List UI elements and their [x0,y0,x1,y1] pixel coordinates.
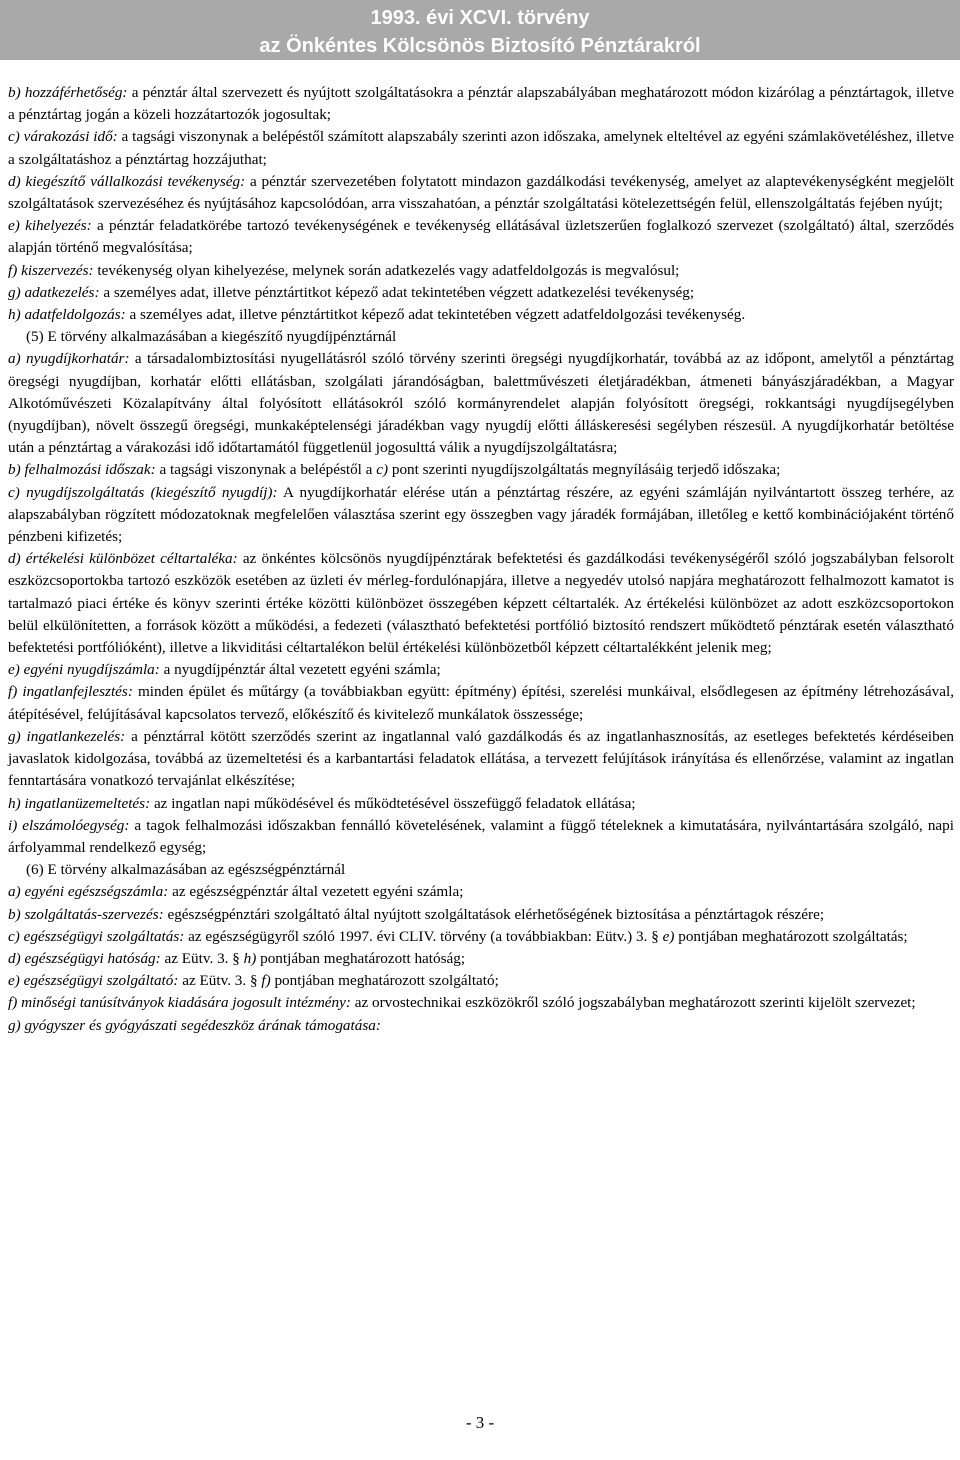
paragraph [8,326,954,348]
paragraph [8,171,954,215]
paragraph [8,859,954,881]
paragraph-term: h) adatfeldolgozás: [8,306,126,324]
paragraph-term: f) kiszervezés: [8,261,94,279]
paragraph-term: g) adatkezelés: [8,283,100,301]
paragraph [8,793,954,815]
paragraph [8,482,954,549]
paragraph-term: e) [662,927,675,945]
paragraph-term: c) egészségügyi szolgáltatás: [8,927,185,945]
paragraph-term: a) egyéni egészségszámla: [8,883,169,901]
paragraph-term: c) várakozási idő: [8,128,118,146]
paragraph-text: tevékenység olyan kihelyezése, melynek során adatkezelés vagy adatfeldolgozás is megvalósul; [93,261,680,279]
paragraph-term: b) hozzáférhetőség: [8,84,128,101]
header-title-line2: az Önkéntes Kölcsönös Biztosító Pénztárakról [259,35,701,57]
paragraph-text: a nyugdíjpénztár által vezetett egyéni számla; [159,661,441,679]
paragraph [8,904,954,926]
paragraph-text: egészségpénztári szolgáltató által nyújtott szolgáltatások elérhetőségének biztosítása a pénztártagok részére; [163,905,825,923]
paragraph [8,304,954,326]
paragraph [8,260,954,282]
paragraph [8,726,954,793]
paragraph-text: az Eütv. 3. § [160,949,244,967]
header-title-line1: 1993. évi XCVI. törvény [370,7,590,29]
paragraph [8,215,954,259]
paragraph [8,348,954,459]
paragraph-term: g) gyógyszer és gyógyászati segédeszköz árának támogatása: [8,1016,381,1034]
paragraph-term: e) egyéni nyugdíjszámla: [8,661,160,679]
paragraph-text: pontjában meghatározott szolgáltató; [270,972,499,990]
paragraph-term: d) értékelési különbözet céltartaléka: [8,550,238,568]
paragraph-text: a tagsági viszonynak a belépéstől a [155,461,377,479]
paragraph [8,1015,954,1037]
paragraph-text: a pénztár feladatkörébe tartozó tevékenységének e tevékenység ellátásával üzletszerűen foglalkozó szervezet (szolgáltató) által, szerződés alapján történő megvalósítása; [8,217,954,257]
paragraph [8,681,954,725]
paragraph [8,992,954,1014]
paragraph-text: az ingatlan napi működésével és működtetésével összefüggő feladatok ellátása; [150,794,636,812]
paragraph-term: f) [261,972,271,990]
paragraph-text: a társadalombiztosítási nyugellátásról szóló törvény szerinti öregségi nyugdíjkorhatár, továbbá az az időpont, amelytől a pénztártag öregségi nyugdíjban, korhatár előtti ellátásban, szolgálati járandóságban, balettművészeti életjáradékban, átmeneti bányászjáradékban, a Magyar Alkotóművészeti Közalapítvány által folyósított ellátásokról szóló kormányrendelet alapján folyósított öregségi, rokkantsági nyugdíjsegélyben (nyugdíjban), növelt összegű öregségi, munkaképtelenségi járadékban vagy nyugdíj előtti álláskeresési segélyben részesül. A nyugdíjkorhatár betöltése után a pénztártag a várakozási idő időtartamától függetlenül jogosulttá válik a nyugdíjszolgáltatásra; [8,350,954,457]
paragraph-term: g) ingatlankezelés: [8,727,126,745]
paragraph-term: h) ingatlanüzemeltetés: [8,794,151,812]
paragraph-term: f) ingatlanfejlesztés: [8,683,133,701]
paragraph [8,815,954,859]
paragraph-text: az egészségügyről szóló 1997. évi CLIV. törvény (a továbbiakban: Eütv.) 3. § [184,927,663,945]
paragraph [8,282,954,304]
paragraph-term: b) felhalmozási időszak: [8,461,156,479]
paragraph [8,82,954,126]
paragraph [8,948,954,970]
paragraph [8,126,954,170]
paragraph [8,548,954,659]
paragraph-text: pont szerinti nyugdíjszolgáltatás megnyílásáig terjedő időszaka; [388,461,781,479]
paragraph-term: h) [243,949,257,967]
paragraph-text: a tagok felhalmozási időszakban fennálló követelésének, valamint a függő tételeknek a kimutatására, nyilvántartására szolgáló, napi árfolyammal rendelkező egység; [8,816,954,856]
paragraph-term: d) egészségügyi hatóság: [8,949,161,967]
paragraph-text: a személyes adat, illetve pénztártitkot képező adat tekintetében végzett adatkezelési tevékenység; [99,283,695,301]
paragraph-text: pontjában meghatározott hatóság; [256,949,466,967]
paragraph-text: az Eütv. 3. § [178,972,262,990]
paragraph [8,926,954,948]
document-header [0,0,960,60]
paragraph-text: a tagsági viszonynak a belépéstől számított alapszabály szerinti azon időszaka, amelynek elteltével az egyéni számlakövetéléshez, illetve a szolgáltatáshoz a pénztártag hozzájuthat; [8,128,954,168]
paragraph [8,659,954,681]
paragraph-term: c) nyugdíjszolgáltatás (kiegészítő nyugdíj): [8,483,278,501]
paragraph-term: e) kihelyezés: [8,217,92,235]
paragraph-text: a személyes adat, illetve pénztártitkot képező adat tekintetében végzett adatfeldolgozási tevékenység. [125,306,746,324]
paragraph-term: e) egészségügyi szolgáltató: [8,972,179,990]
paragraph-term: f) minőségi tanúsítványok kiadására jogosult intézmény: [8,994,351,1012]
document-body [8,82,954,1037]
paragraph [8,881,954,903]
paragraph [8,970,954,992]
paragraph-term: b) szolgáltatás-szervezés: [8,905,164,923]
paragraph-text: az orvostechnikai eszközökről szóló jogszabályban meghatározott szerinti kijelölt szervezet; [350,994,916,1012]
paragraph-text: az egészségpénztár által vezetett egyéni számla; [168,883,464,901]
paragraph-text: a pénztárral kötött szerződés szerint az ingatlannal való gazdálkodás és az ingatlanhasznosítás, az esetleges befektetés kérdéseiben javaslatok kidolgozása, továbbá az üzemeltetési és a karbantartási feladatok ellátása, a tervezett felújítások irányítása és ellenőrzése, valamint az ingatlan fenntartására vonatkozó tervajánlat elkészítése; [8,727,955,790]
paragraph-text: az önkéntes kölcsönös nyugdíjpénztárak befektetési és gazdálkodási tevékenységéről szóló jogszabályban felsorolt eszközcsoportokba tartozó eszközök esetében az üzleti év mérleg-fordulónapjára, illetve a negyedév utolsó napjára meghatározott felhalmozott kamatot is tartalmazó piaci értéke és könyv szerinti értéke közötti különbözet összegében képzett céltartalék. Az értékelési különbözet az adott eszközcsoportokon belül elkülönítetten, a források között a működési, a fedezeti (választható befektetési portfólió biztosító rendszert működtető pénztárak esetén választható befektetési portfólióként), illetve a likviditási céltartalékon belül értékelési különbözetből képzett céltartalékként jelenik meg; [8,550,954,657]
paragraph-text: pontjában meghatározott szolgáltatás; [674,927,908,945]
paragraph-term: i) elszámolóegység: [8,816,130,834]
paragraph-term: a) nyugdíjkorhatár: [8,350,130,368]
paragraph-term: d) kiegészítő vállalkozási tevékenység: [8,172,246,190]
paragraph-text: (5) E törvény alkalmazásában a kiegészítő nyugdíjpénztárnál [26,328,397,346]
paragraph-text: a pénztár szervezetében folytatott mindazon gazdálkodási tevékenység, amelyet az alaptevékenységként megjelölt szolgáltatások szervezéséhez és nyújtásához kapcsolódóan, arra visszahatóan, a pénztár szolgáltatási kötelezettségén felül, ellenszolgáltatás fejében nyújt; [8,172,954,213]
page-number: - 3 - [465,1413,495,1432]
paragraph-term: c) [376,461,389,479]
paragraph-text: A nyugdíjkorhatár elérése után a pénztártag részére, az egyéni számláján nyilvántartott összeg terhére, az alapszabályban rögzített módozatoknak megfelelően választása szerint egy összegben vagy járadék formájában, illetőleg e kettő kombinációjaként történő pénzbeni kifizetés; [8,483,954,546]
paragraph-text: a pénztár által szervezett és nyújtott szolgáltatásokra a pénztár alapszabályában meghatározott módon kizárólag a pénztártagok, illetve a pénztártag jogán a közeli hozzátartozók jogosultak; [8,84,954,124]
paragraph-text: minden épület és műtárgy (a továbbiakban együtt: építmény) építési, szerelési munkáival, elsődlegesen az építmény létrehozásával, átépítésével, felújításával kapcsolatos tervező, előkészítő és kivitelező munkálatok összessége; [8,683,955,723]
paragraph [8,459,954,481]
paragraph-text: (6) E törvény alkalmazásában az egészségpénztárnál [26,861,346,879]
